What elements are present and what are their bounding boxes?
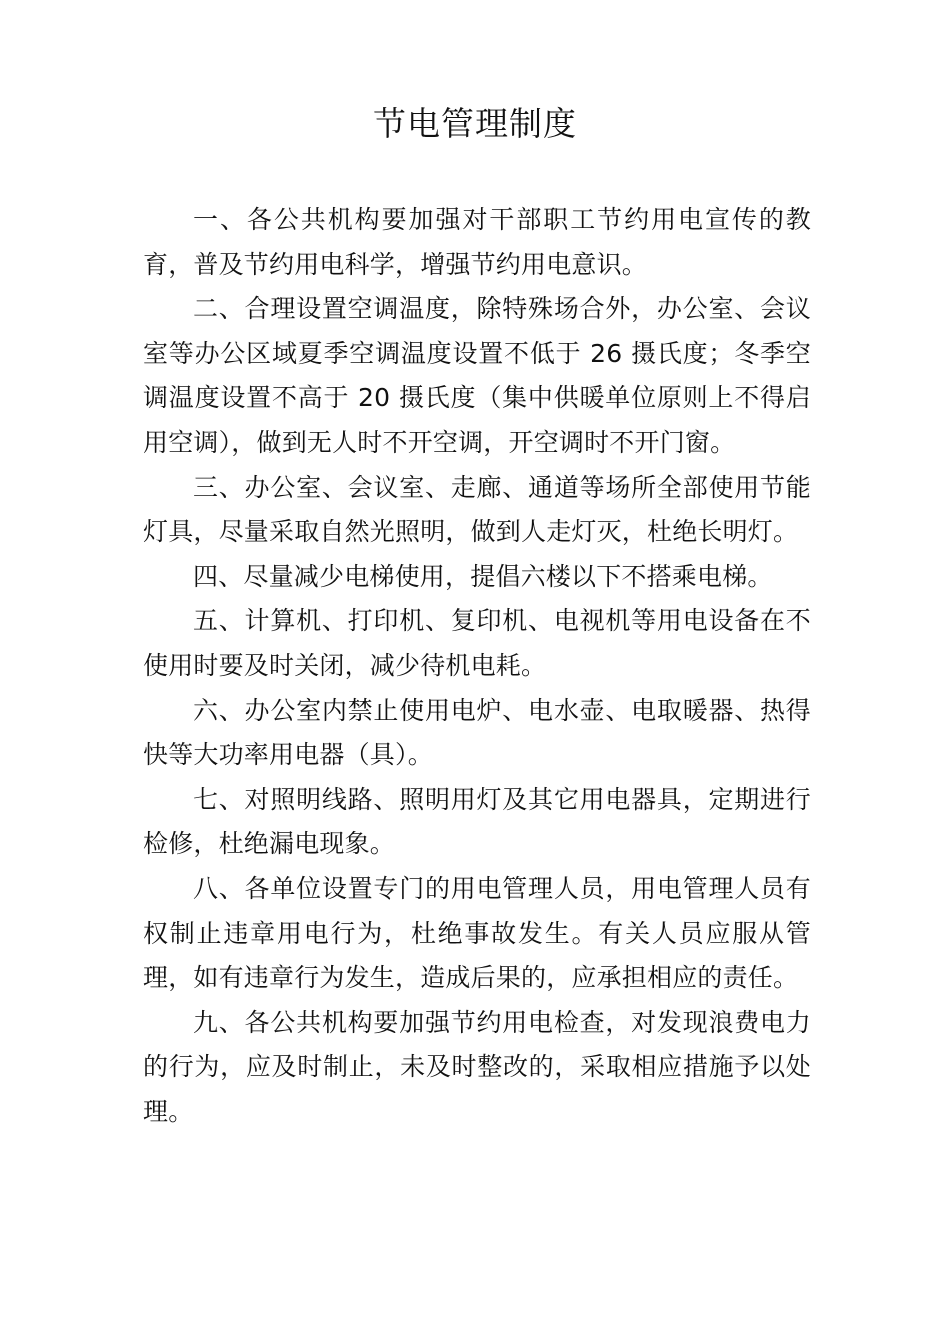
- paragraph-6: 六、办公室内禁止使用电炉、电水壶、电取暖器、热得快等大功率用电器（具）。: [143, 695, 811, 770]
- document-body: [143, 198, 811, 1134]
- paragraph-5: 五、计算机、打印机、复印机、电视机等用电设备在不使用时要及时关闭，减少待机电耗。: [143, 606, 811, 680]
- paragraph-1: 一、各公共机构要加强对干部职工节约用电宣传的教育，普及节约用电科学，增强节约用电意识。: [143, 205, 811, 279]
- paragraph-9: 九、各公共机构要加强节约用电检查，对发现浪费电力的行为，应及时制止，未及时整改的，采取相应措施予以处理。: [143, 1007, 811, 1126]
- paragraph-3: 三、办公室、会议室、走廊、通道等场所全部使用节能灯具，尽量采取自然光照明，做到人走灯灭，杜绝长明灯。: [143, 472, 811, 547]
- document-title: 节电管理制度: [373, 104, 577, 143]
- paragraph-8: 八、各单位设置专门的用电管理人员，用电管理人员有权制止违章用电行为，杜绝事故发生。有关人员应服从管理，如有违章行为发生，造成后果的，应承担相应的责任。: [143, 873, 811, 993]
- paragraph-2: 二、合理设置空调温度，除特殊场合外，办公室、会议室等办公区域夏季空调温度设置不低于 26 摄氏度；冬季空调温度设置不高于 20 摄氏度（集中供暖单位原则上不得启用空调），做到无人时不开空调，开空调时不开门窗。: [143, 294, 811, 457]
- paragraph-4: 四、尽量减少电梯使用，提倡六楼以下不搭乘电梯。: [193, 561, 773, 591]
- paragraph-7: 七、对照明线路、照明用灯及其它用电器具，定期进行检修，杜绝漏电现象。: [143, 784, 811, 859]
